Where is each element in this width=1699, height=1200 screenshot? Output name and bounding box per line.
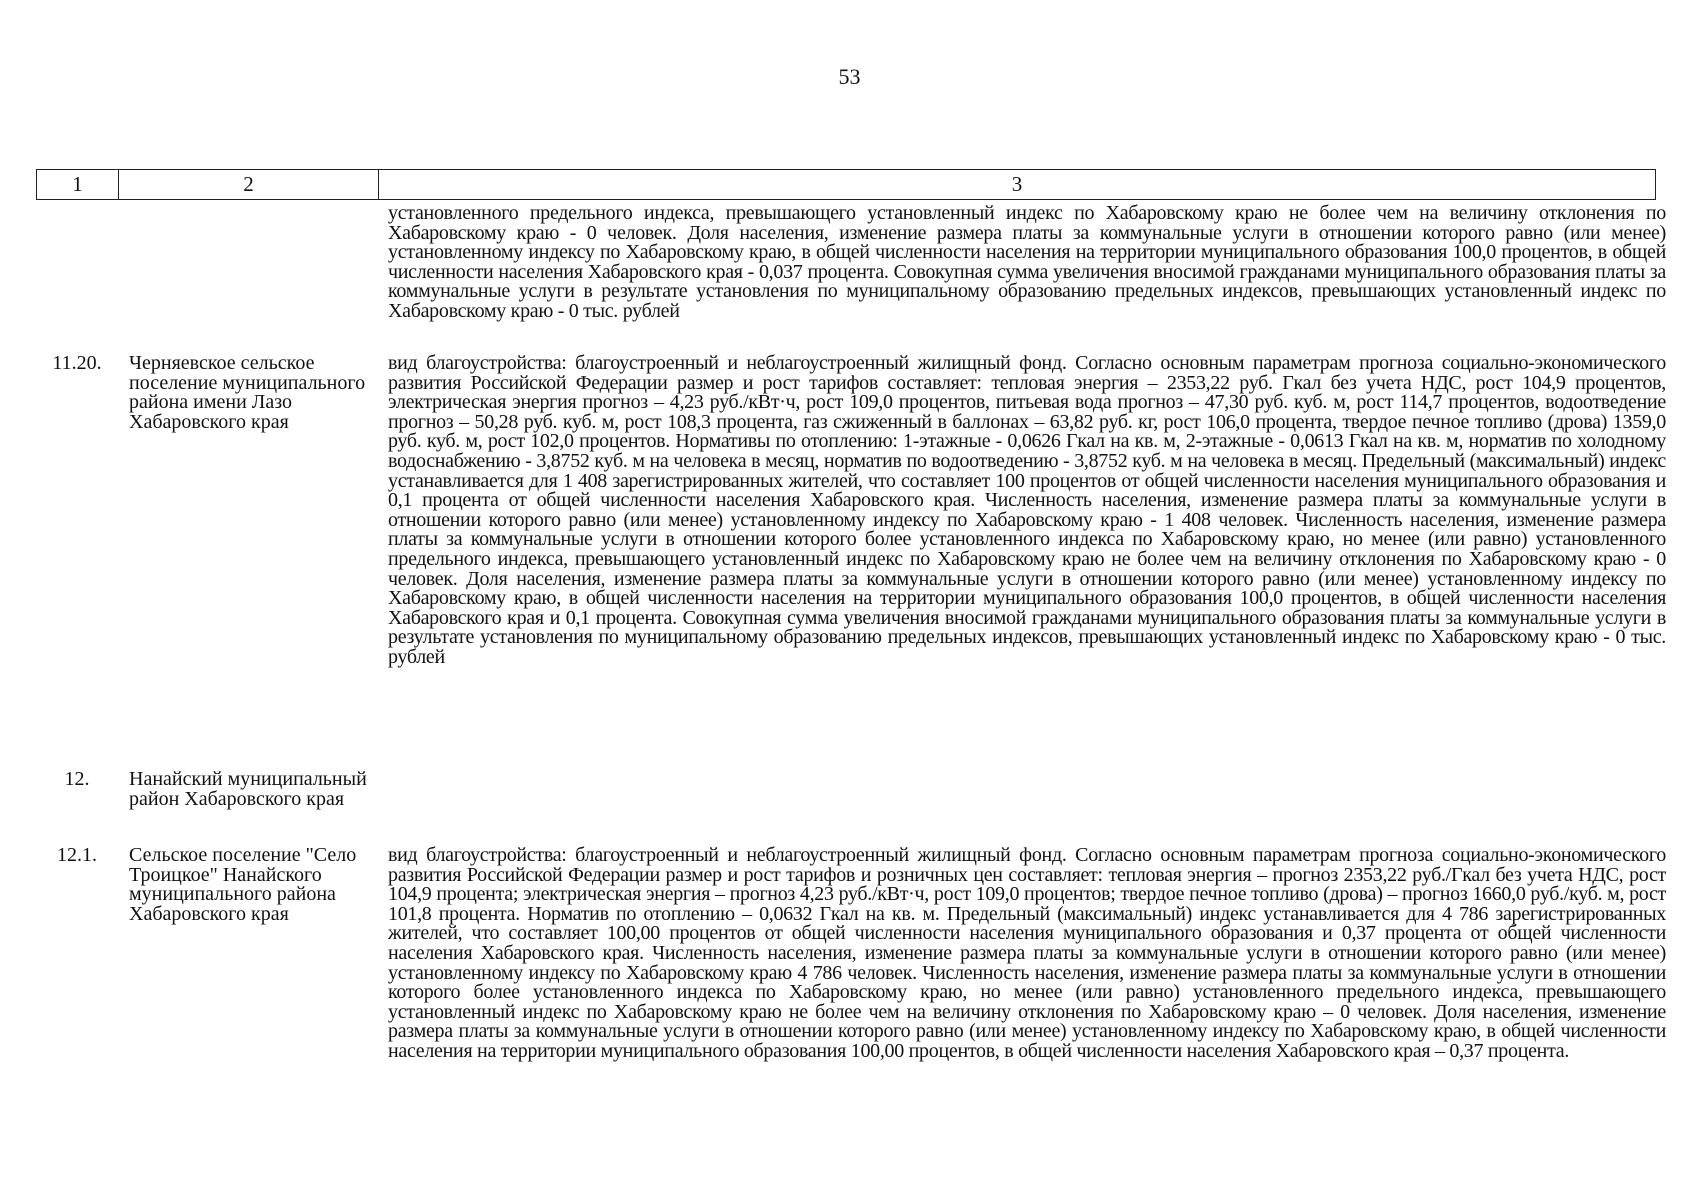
table-header-col-1: 1 xyxy=(37,170,119,199)
table-header-col-3: 3 xyxy=(1011,172,1023,196)
page-number: 53 xyxy=(838,64,861,89)
row-description: вид благоустройства: благоустроенный и неблагоустроенный жилищный фонд. Согласно основным параметрам прогноза социально-экономического развития Российской Федерации размер и рост тарифов составляет: тепловая энергия – 2353,22 руб. Гкал без учета НДС, рост 104,9 процентов, электрическая энергия прогноз – 4,23 руб./кВт·ч, рост 109,0 процентов, питьевая вода прогноз – 47,30 руб. куб. м, рост 114,7 процентов, водоотведение прогноз – 50,28 руб. куб. м, рост 108,3 процента, газ сжиженный в баллонах – 63,82 руб. кг, рост 106,0 процента, твердое печное топливо (дрова) 1359,0 руб. куб. м, рост 102,0 процентов. Нормативы по отоплению: 1-этажные - 0,0626 Гкал на кв. м, 2-этажные - 0,0613 Гкал на кв. м, норматив по холодному водоснабжению - 3,8752 куб. м на человека в месяц, норматив по водоотведению - 3,8752 куб. м на человека в месяц. Предельный (максимальный) индекс устанавливается для 1 408 зарегистрированных жителей, что составляет 100 процентов от общей численности населения муниципального образования и 0,1 процента от общей численности населения Хабаровского края. Численность населения, изменение размера платы за коммунальные услуги в отношении которого равно (или менее) установленному индексу по Хабаровскому краю - 1 408 человек. Численность населения, изменение размера платы за коммунальные услуги в отношении которого более установленного индекса по Хабаровскому краю, но менее (или равно) установленного предельного индекса, превышающего установленный индекс по Хабаровскому краю не более чем на величину отклонения по Хабаровскому краю - 0 человек. Доля населения, изменение размера платы за коммунальные услуги в отношении которого равно (или менее) установленному индексу по Хабаровскому краю, в общей численности населения на территории муниципального образования 100,0 процентов, в общей численности населения Хабаровского края и 0,1 процента. Совокупная сумма увеличения вносимой гражданами муниципального образования платы за коммунальные услуги в результате установления по муниципальному образованию предельных индексов, превышающих установленный индекс по Хабаровскому краю - 0 тыс. рублей xyxy=(388,352,1666,668)
row-description: вид благоустройства: благоустроенный и неблагоустроенный жилищный фонд. Согласно основным параметрам прогноза социально-экономического развития Российской Федерации размер и рост тарифов и розничных цен составляет: тепловая энергия – прогноз 2353,22 руб./Гкал без учета НДС, рост 104,9 процента; электрическая энергия – прогноз 4,23 руб./кВт·ч, рост 109,0 процентов; твердое печное топливо (дрова) – прогноз 1660,0 руб./куб. м, рост 101,8 процента. Норматив по отоплению – 0,0632 Гкал на кв. м. Предельный (максимальный) индекс устанавливается для 4 786 зарегистрированных жителей, что составляет 100,00 процентов от общей численности населения муниципального образования и 0,37 процента от общей численности населения Хабаровского края. Численность населения, изменение размера платы за коммунальные услуги в отношении которого равно (или менее) установленному индексу по Хабаровскому краю 4 786 человек. Численность населения, изменение размера платы за коммунальные услуги в отношении которого более установленного индекса по Хабаровскому краю, но менее (или равно) установленного предельного индекса, превышающего установленный индекс по Хабаровскому краю не более чем на величину отклонения по Хабаровскому краю – 0 человек. Доля населения, изменение размера платы за коммунальные услуги в отношении которого равно (или менее) установленному индексу по Хабаровскому краю, в общей численности населения на территории муниципального образования 100,00 процентов, в общей численности населения Хабаровского края – 0,37 процента. xyxy=(388,844,1666,1062)
row-municipality: Черняевское сельское поселение муниципального района имени Лазо Хабаровского края xyxy=(129,352,366,433)
table-header-row xyxy=(36,169,1656,200)
row-municipality: Сельское поселение "Село Троицкое" Нанайского муниципального района Хабаровского края xyxy=(129,844,357,925)
table-header-col-2: 2 xyxy=(119,170,379,199)
row-number: 12. xyxy=(64,768,90,790)
row-number: 11.20. xyxy=(52,352,102,374)
row-municipality: Нанайский муниципальный район Хабаровского края xyxy=(129,768,367,810)
row-number: 12.1. xyxy=(57,844,97,866)
row-description: установленного предельного индекса, превышающего установленный индекс по Хабаровскому краю не более чем на величину отклонения по Хабаровскому краю - 0 человек. Доля населения, изменение размера платы за коммунальные услуги в отношении которого равно (или менее) установленному индексу по Хабаровскому краю, в общей численности населения на территории муниципального образования 100,0 процентов, в общей численности населения Хабаровского края - 0,037 процента. Совокупная сумма увеличения вносимой гражданами муниципального образования платы за коммунальные услуги в результате установления по муниципальному образованию предельных индексов, превышающих установленный индекс по Хабаровскому краю - 0 тыс. рублей xyxy=(388,202,1666,322)
